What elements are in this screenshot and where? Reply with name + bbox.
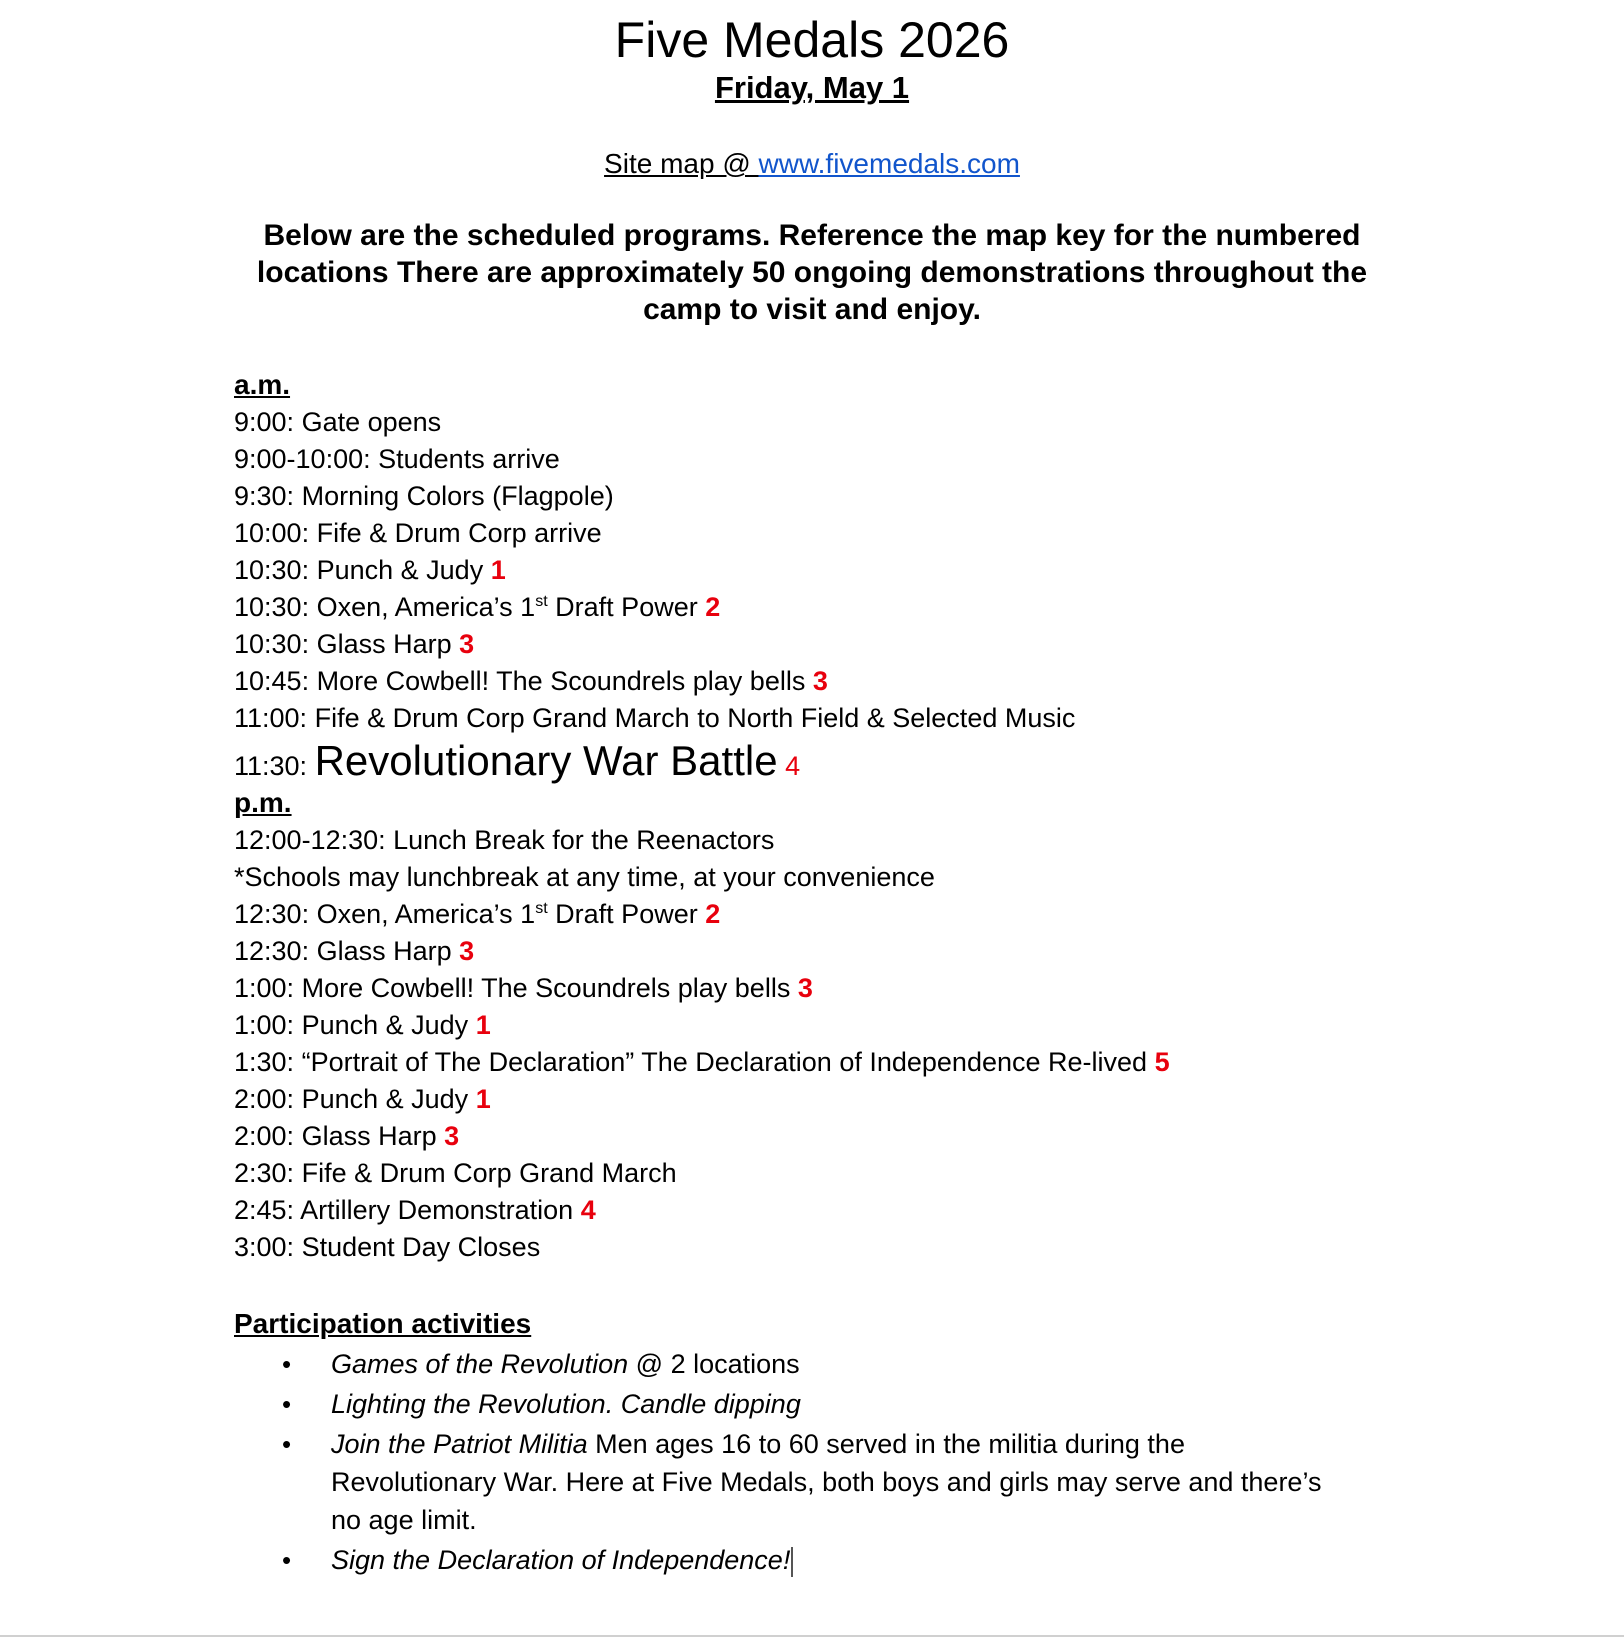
schedule-time: 10:30:	[234, 592, 310, 622]
schedule-row	[234, 970, 1534, 1007]
schedule-event: “Portrait of The Declaration” The Declaration of Independence Re-lived	[301, 1047, 1148, 1077]
activity-title: Join the Patriot Militia	[331, 1429, 588, 1459]
list-item	[234, 1385, 1331, 1423]
site-map-line	[0, 145, 1624, 183]
page-title: Five Medals 2026	[614, 12, 1010, 68]
schedule-event: More Cowbell! The Scoundrels play bells	[316, 666, 806, 696]
schedule-time: 10:30:	[234, 555, 310, 585]
location-number: 5	[1154, 1047, 1170, 1077]
schedule-row	[234, 1118, 1534, 1155]
pm-heading: p.m.	[234, 787, 292, 818]
schedule-row	[234, 1229, 1534, 1266]
list-item	[234, 1425, 1331, 1539]
schedule-row	[234, 441, 1534, 478]
schedule-event: Artillery Demonstration	[300, 1195, 574, 1225]
schedule-event-featured: Revolutionary War Battle	[314, 737, 778, 784]
location-number: 4	[580, 1195, 596, 1225]
location-number: 2	[705, 899, 721, 929]
schedule-time: 12:30:	[234, 936, 310, 966]
participation-section	[234, 1305, 1574, 1581]
schedule-event: Students arrive	[378, 444, 560, 474]
site-map-label: Site map @	[604, 148, 759, 179]
activity-detail: @ 2 locations	[628, 1349, 800, 1379]
schedule-row	[234, 515, 1534, 552]
schedule-row	[234, 1044, 1534, 1081]
schedule-event: Fife & Drum Corp arrive	[316, 518, 602, 548]
bullet-icon: •	[282, 1349, 292, 1379]
schedule-row	[234, 552, 1534, 589]
schedule-row	[234, 1155, 1534, 1192]
schedule-time: 10:30:	[234, 629, 310, 659]
schedule-event: Glass Harp	[301, 1121, 437, 1151]
bullet-icon: •	[282, 1545, 292, 1575]
schedule-time: 2:45:	[234, 1195, 295, 1225]
schedule-row	[234, 589, 1534, 626]
schedule-event: Oxen, America’s 1	[316, 592, 536, 622]
schedule-row	[234, 822, 1534, 859]
schedule-row	[234, 663, 1534, 700]
location-number: 3	[459, 629, 475, 659]
location-number: 3	[797, 973, 813, 1003]
schedule-event: Glass Harp	[316, 936, 452, 966]
participation-heading: Participation activities	[234, 1308, 532, 1339]
ordinal-suffix: st	[535, 593, 548, 610]
schedule-row	[234, 700, 1534, 737]
schedule-event: Punch & Judy	[301, 1010, 469, 1040]
location-number: 1	[475, 1084, 491, 1114]
schedule-event: *Schools may lunchbreak at any time, at your convenience	[234, 862, 935, 892]
am-heading: a.m.	[234, 369, 291, 400]
schedule-event: Lunch Break for the Reenactors	[393, 825, 775, 855]
location-number: 3	[444, 1121, 460, 1151]
schedule-time: 9:00-10:00:	[234, 444, 371, 474]
participation-list	[234, 1345, 1574, 1579]
schedule-time: 1:00:	[234, 973, 295, 1003]
activity-detail: Men ages 16 to 60 served in the militia during the Revolutionary War. Here at Five Medals, both boys and girls may serve and there’s no age limit.	[331, 1429, 1322, 1535]
schedule-time: 11:30:	[234, 751, 308, 781]
schedule-time: 2:00:	[234, 1121, 295, 1151]
schedule-event: Fife & Drum Corp Grand March to North Field & Selected Music	[314, 703, 1076, 733]
schedule-event-cont: Draft Power	[555, 899, 698, 929]
schedule	[234, 366, 1534, 1266]
schedule-time: 1:00:	[234, 1010, 295, 1040]
schedule-event-cont: Draft Power	[555, 592, 698, 622]
schedule-row	[234, 1192, 1534, 1229]
activity-title: Lighting the Revolution. Candle dipping	[331, 1389, 801, 1419]
schedule-time: 12:30:	[234, 899, 310, 929]
text-cursor	[791, 1547, 793, 1577]
schedule-row	[234, 1081, 1534, 1118]
schedule-event: Oxen, America’s 1	[316, 899, 536, 929]
activity-title: Games of the Revolution	[331, 1349, 629, 1379]
schedule-event: Punch & Judy	[316, 555, 484, 585]
event-date: Friday, May 1	[714, 70, 910, 105]
schedule-event: More Cowbell! The Scoundrels play bells	[301, 973, 791, 1003]
location-number: 4	[785, 751, 801, 781]
schedule-row	[234, 896, 1534, 933]
site-map-link[interactable]: www.fivemedals.com	[758, 148, 1020, 179]
schedule-event: Glass Harp	[316, 629, 452, 659]
list-item	[234, 1345, 1331, 1383]
schedule-time: 12:00-12:30:	[234, 825, 386, 855]
location-number: 3	[459, 936, 475, 966]
schedule-time: 2:00:	[234, 1084, 295, 1114]
schedule-time: 10:00:	[234, 518, 310, 548]
bullet-icon: •	[282, 1429, 292, 1459]
schedule-time: 1:30:	[234, 1047, 295, 1077]
schedule-row	[234, 1007, 1534, 1044]
schedule-note	[234, 859, 1534, 896]
schedule-row-featured	[234, 737, 1534, 784]
schedule-event: Student Day Closes	[301, 1232, 541, 1262]
location-number: 1	[490, 555, 506, 585]
ordinal-suffix: st	[535, 900, 548, 917]
schedule-event: Punch & Judy	[301, 1084, 469, 1114]
list-item	[234, 1541, 1331, 1579]
schedule-time: 9:30:	[234, 481, 295, 511]
schedule-time: 10:45:	[234, 666, 310, 696]
schedule-time: 9:00:	[234, 407, 295, 437]
schedule-row	[234, 404, 1534, 441]
schedule-row	[234, 478, 1534, 515]
schedule-time: 3:00:	[234, 1232, 295, 1262]
bullet-icon: •	[282, 1389, 292, 1419]
intro-paragraph: Below are the scheduled programs. Reference the map key for the numbered locations There are approximately 50 ongoing demonstrations throughout the camp to visit and enjoy.	[256, 219, 1368, 326]
schedule-event: Morning Colors (Flagpole)	[301, 481, 614, 511]
schedule-time: 2:30:	[234, 1158, 295, 1188]
location-number: 1	[475, 1010, 491, 1040]
schedule-event: Fife & Drum Corp Grand March	[301, 1158, 677, 1188]
schedule-row	[234, 933, 1534, 970]
schedule-time: 11:00:	[234, 703, 308, 733]
schedule-event: Gate opens	[301, 407, 442, 437]
location-number: 3	[812, 666, 828, 696]
schedule-row	[234, 626, 1534, 663]
activity-title: Sign the Declaration of Independence!	[331, 1545, 791, 1575]
page-bottom-divider	[0, 1635, 1624, 1637]
location-number: 2	[705, 592, 721, 622]
